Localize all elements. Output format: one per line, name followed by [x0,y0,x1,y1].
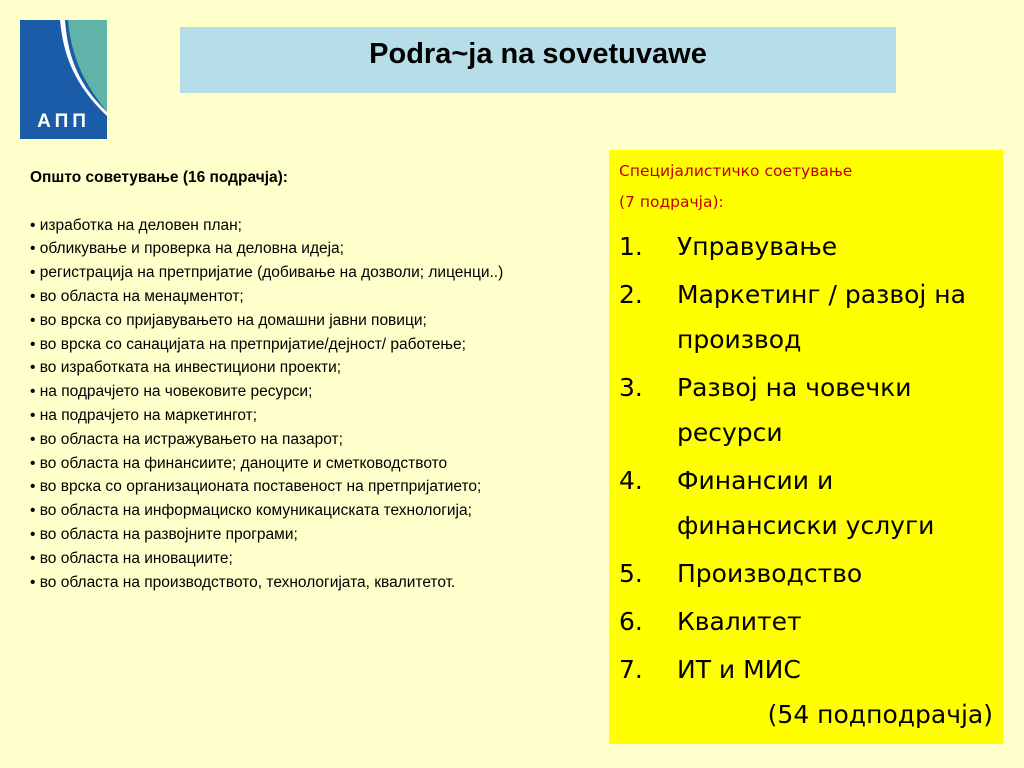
specialist-item [619,224,993,269]
specialist-counseling-box [609,150,1003,744]
item-number: 4. [619,466,643,495]
app-logo [20,20,107,139]
item-number: 3. [619,373,643,402]
item-text: Производство [677,559,863,588]
page-title: Podra~ja na sovetuvawe [369,37,707,70]
title-banner [180,27,896,93]
item-number: 6. [619,607,643,636]
specialist-item [619,458,993,548]
general-item: • во врска со пријавувањето на домашни јавни повици; [30,311,427,329]
general-counseling-section [30,166,600,594]
specialist-heading: Специјалистичко соетување [619,162,853,180]
general-item: • во областа на менаџментот; [30,287,244,305]
specialist-item [619,551,993,596]
general-heading: Општо советување (16 подрачја): [30,169,288,186]
item-text: Квалитет [677,607,802,636]
general-item: • регистрација на претпријатие (добивање на дозволи; лиценци..) [30,264,504,282]
item-text: Развој на човечки ресурси [677,373,912,447]
general-item: • во изработката на инвестициони проекти; [30,359,342,377]
general-item: • изработка на деловен план; [30,216,242,234]
item-number: 2. [619,280,643,309]
general-item: • во областа на финансиите; даноците и сметководството [30,454,448,472]
item-text: Управување [677,232,838,261]
general-item: • во областа на развојните програми; [30,525,298,543]
specialist-item [619,647,993,692]
general-item: • во областа на истражувањето на пазарот; [30,430,343,448]
general-item: • во областа на информациско комуникациската технологија; [30,502,472,520]
subareas-count: (54 подподрачја) [767,700,993,729]
general-item: • обликување и проверка на деловна идеја; [30,240,344,258]
item-number: 5. [619,559,643,588]
item-text: ИТ и МИС [677,655,801,684]
specialist-item [619,272,993,362]
general-item: • во областа на иновациите; [30,549,233,567]
item-text: Маркетинг / развој на производ [677,280,966,354]
general-item: • на подрачјето на човековите ресурси; [30,383,313,401]
general-item: • во врска со организационата поставеност на претпријатието; [30,478,482,496]
specialist-list [619,224,993,692]
item-number: 7. [619,655,643,684]
general-item: • на подрачјето на маркетингот; [30,406,258,424]
specialist-subheading: (7 подрачја): [619,193,724,211]
item-number: 1. [619,232,643,261]
general-item: • во врска со санацијата на претпријатие/дејност/ работење; [30,335,466,353]
general-item: • во областа на производството, технологијата, квалитетот. [30,573,456,591]
specialist-item [619,599,993,644]
logo-text: АПП [37,111,90,132]
item-text: Финансии и финансиски услуги [677,466,935,540]
specialist-item [619,365,993,455]
